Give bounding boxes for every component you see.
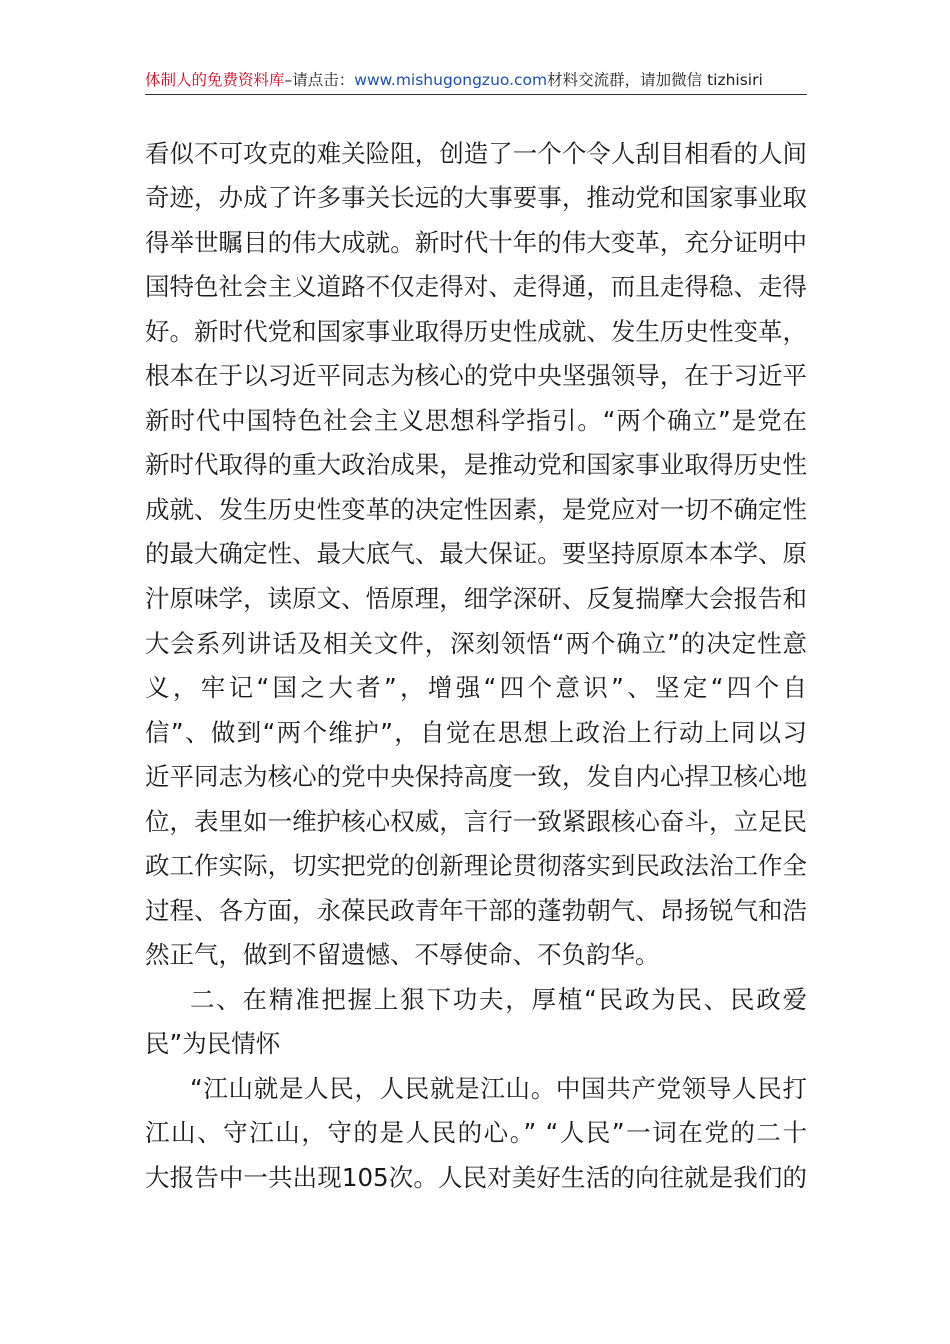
body-line: 新时代取得的重大政治成果，是推动党和国家事业取得历史性	[145, 450, 807, 479]
body-line: 大会系列讲话及相关文件，深刻领悟“两个确立”的决定性意	[145, 629, 807, 658]
section-heading-line: 民”为民情怀	[145, 1029, 281, 1058]
body-line: 过程、各方面，永葆民政青年干部的蓬勃朝气、昂扬锐气和浩	[145, 896, 807, 925]
body-line: 好。新时代党和国家事业取得历史性成就、发生历史性变革，	[145, 317, 807, 346]
header-note: 材料交流群，请加微信 tizhisiri	[547, 71, 763, 89]
body-line: 政工作实际，切实把党的创新理论贯彻落实到民政法治工作全	[145, 851, 807, 880]
body-line: “江山就是人民，人民就是江山。中国共产党领导人民打	[190, 1074, 807, 1103]
page-header	[145, 68, 807, 92]
body-line: 的最大确定性、最大底气、最大保证。要坚持原原本本学、原	[145, 539, 807, 568]
body-line: 奇迹，办成了许多事关长远的大事要事，推动党和国家事业取	[145, 183, 807, 212]
body-line: 看似不可攻克的难关险阻，创造了一个个令人刮目相看的人间	[145, 139, 807, 168]
body-line: 信”、做到“两个维护”，自觉在思想上政治上行动上同以习	[145, 718, 807, 747]
body-line: 近平同志为核心的党中央保持高度一致，发自内心捍卫核心地	[145, 762, 807, 791]
body-line: 国特色社会主义道路不仅走得对、走得通，而且走得稳、走得	[145, 272, 807, 301]
body-line: 得举世瞩目的伟大成就。新时代十年的伟大变革，充分证明中	[145, 228, 807, 257]
header-prompt: –请点击：	[284, 71, 355, 89]
section-heading-line: 二、在精准把握上狠下功夫，厚植“民政为民、民政爱	[190, 985, 807, 1014]
body-line: 新时代中国特色社会主义思想科学指引。“两个确立”是党在	[145, 406, 807, 435]
body-line: 义，牢记“国之大者”，增强“四个意识”、坚定“四个自	[145, 673, 807, 702]
header-brand: 体制人的免费资料库	[145, 71, 285, 89]
body-line: 位，表里如一维护核心权威，言行一致紧跟核心奋斗，立足民	[145, 807, 807, 836]
header-site-link[interactable]: www.mishugongzuo.com	[354, 71, 548, 89]
header-divider	[145, 94, 807, 95]
body-line: 然正气，做到不留遗憾、不辱使命、不负韵华。	[145, 940, 660, 969]
body-line: 大报告中一共出现105次。人民对美好生活的向往就是我们的	[145, 1163, 807, 1192]
body-line: 江山、守江山，守的是人民的心。” “人民”一词在党的二十	[145, 1118, 807, 1147]
body-line: 成就、发生历史性变革的决定性因素，是党应对一切不确定性	[145, 495, 807, 524]
body-line: 汁原味学，读原文、悟原理，细学深研、反复揣摩大会报告和	[145, 584, 807, 613]
body-line: 根本在于以习近平同志为核心的党中央坚强领导，在于习近平	[145, 361, 807, 390]
